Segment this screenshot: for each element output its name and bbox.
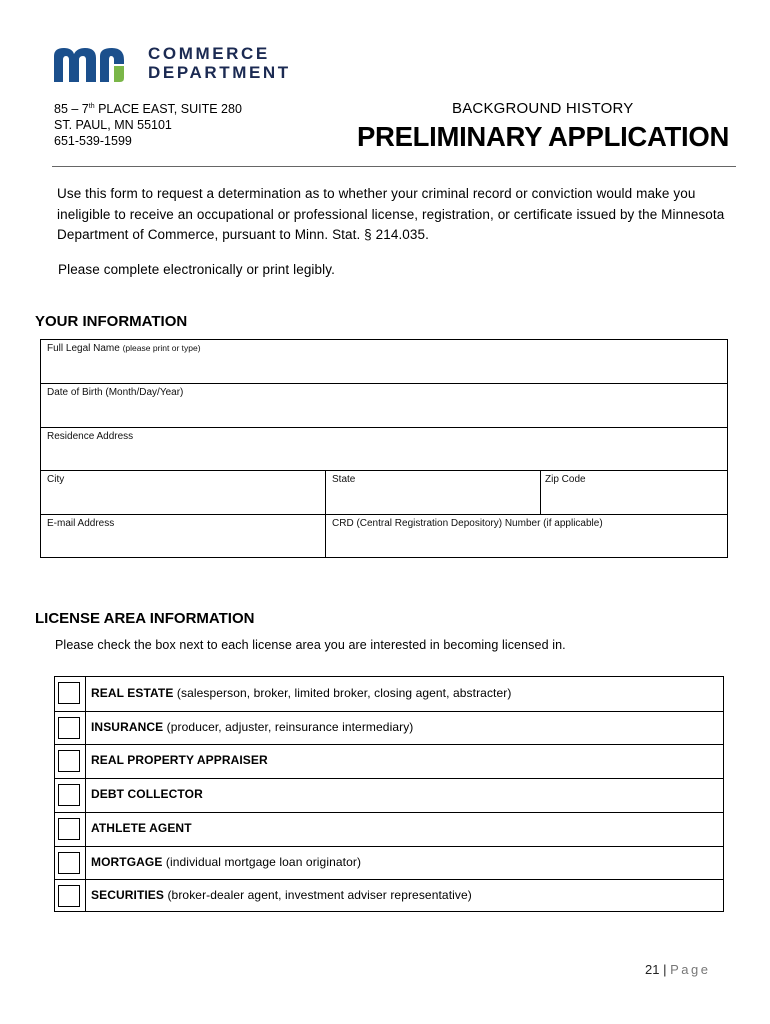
address-line-2: ST. PAUL, MN 55101 [54, 118, 172, 133]
license-instructions: Please check the box next to each license area you are interested in becoming licensed in. [55, 638, 566, 652]
agency-address [54, 99, 242, 149]
license-row-real-estate [55, 677, 723, 711]
insurance-checkbox[interactable] [58, 717, 80, 739]
mn-logo-mark-icon [52, 44, 140, 84]
real-estate-checkbox[interactable] [58, 682, 80, 704]
intro-paragraph: Use this form to request a determination as to whether your criminal record or conviction would make you ineligible to receive an occupational or professional license, registration, or certificate issued by the Minnesota Department of Commerce, pursuant to Minn. Stat. § 214.035. [57, 186, 725, 242]
section-heading-your-information: YOUR INFORMATION [35, 313, 188, 330]
form-title: PRELIMINARY APPLICATION [357, 121, 730, 152]
license-row-real-property-appraiser [55, 744, 723, 778]
section-heading-license-area: LICENSE AREA INFORMATION [35, 610, 255, 627]
row-divider [41, 427, 727, 428]
zip-code-label: Zip Code [545, 474, 586, 485]
dob-field[interactable] [45, 402, 727, 426]
license-option-label: DEBT COLLECTOR [91, 787, 203, 802]
debt-collector-checkbox[interactable] [58, 784, 80, 806]
email-label: E-mail Address [47, 518, 115, 529]
column-divider [540, 471, 541, 514]
license-option-label: REAL PROPERTY APPRAISER [91, 753, 268, 768]
license-option-label: INSURANCE (producer, adjuster, reinsurance intermediary) [91, 719, 414, 734]
license-option-label: ATHLETE AGENT [91, 820, 192, 835]
page-word: Page [670, 962, 711, 977]
state-label: State [332, 474, 356, 485]
residence-address-field[interactable] [45, 446, 727, 470]
row-divider [41, 383, 727, 384]
commerce-logo [52, 44, 140, 89]
crd-number-label: CRD (Central Registration Depository) Number (if applicable) [332, 518, 603, 529]
form-subtitle: BACKGROUND HISTORY [452, 100, 634, 117]
license-area-table [54, 676, 724, 912]
license-row-debt-collector [55, 778, 723, 812]
city-field[interactable] [45, 489, 325, 513]
email-field[interactable] [45, 533, 325, 557]
license-option-label: REAL ESTATE (salesperson, broker, limited broker, closing agent, abstracter) [91, 686, 512, 700]
crd-number-field[interactable] [330, 533, 727, 557]
license-row-athlete-agent [55, 812, 723, 846]
license-row-insurance [55, 711, 723, 745]
full-name-field[interactable] [45, 358, 727, 382]
state-field[interactable] [330, 489, 540, 513]
mortgage-checkbox[interactable] [58, 852, 80, 874]
instructions-text: Please complete electronically or print legibly. [58, 262, 335, 277]
residence-address-label: Residence Address [47, 431, 134, 442]
logo-text [148, 44, 291, 82]
license-option-label: SECURITIES (broker-dealer agent, investment adviser representative) [91, 888, 472, 903]
city-label: City [47, 474, 65, 485]
dob-label: Date of Birth (Month/Day/Year) [47, 387, 184, 398]
full-name-label: Full Legal Name (please print or type) [47, 343, 201, 354]
row-divider [41, 514, 727, 515]
page-footer [645, 962, 710, 977]
securities-checkbox[interactable] [58, 885, 80, 907]
athlete-agent-checkbox[interactable] [58, 818, 80, 840]
header-divider [306, 166, 736, 167]
footer-separator: | [659, 962, 671, 977]
row-divider [41, 470, 727, 471]
phone-number: 651-539-1599 [54, 134, 132, 149]
logo-line-commerce: COMMERCE [148, 44, 270, 63]
address-line-1: 85 – 7th PLACE EAST, SUITE 280 [54, 102, 242, 117]
license-row-securities [55, 879, 723, 913]
header-divider [52, 166, 306, 167]
real-property-appraiser-checkbox[interactable] [58, 750, 80, 772]
zip-code-field[interactable] [543, 489, 727, 513]
license-option-label: MORTGAGE (individual mortgage loan originator) [91, 854, 362, 869]
license-row-mortgage [55, 846, 723, 880]
logo-line-department: DEPARTMENT [148, 63, 291, 82]
your-information-table [40, 339, 728, 558]
page-number: 21 [645, 962, 660, 977]
